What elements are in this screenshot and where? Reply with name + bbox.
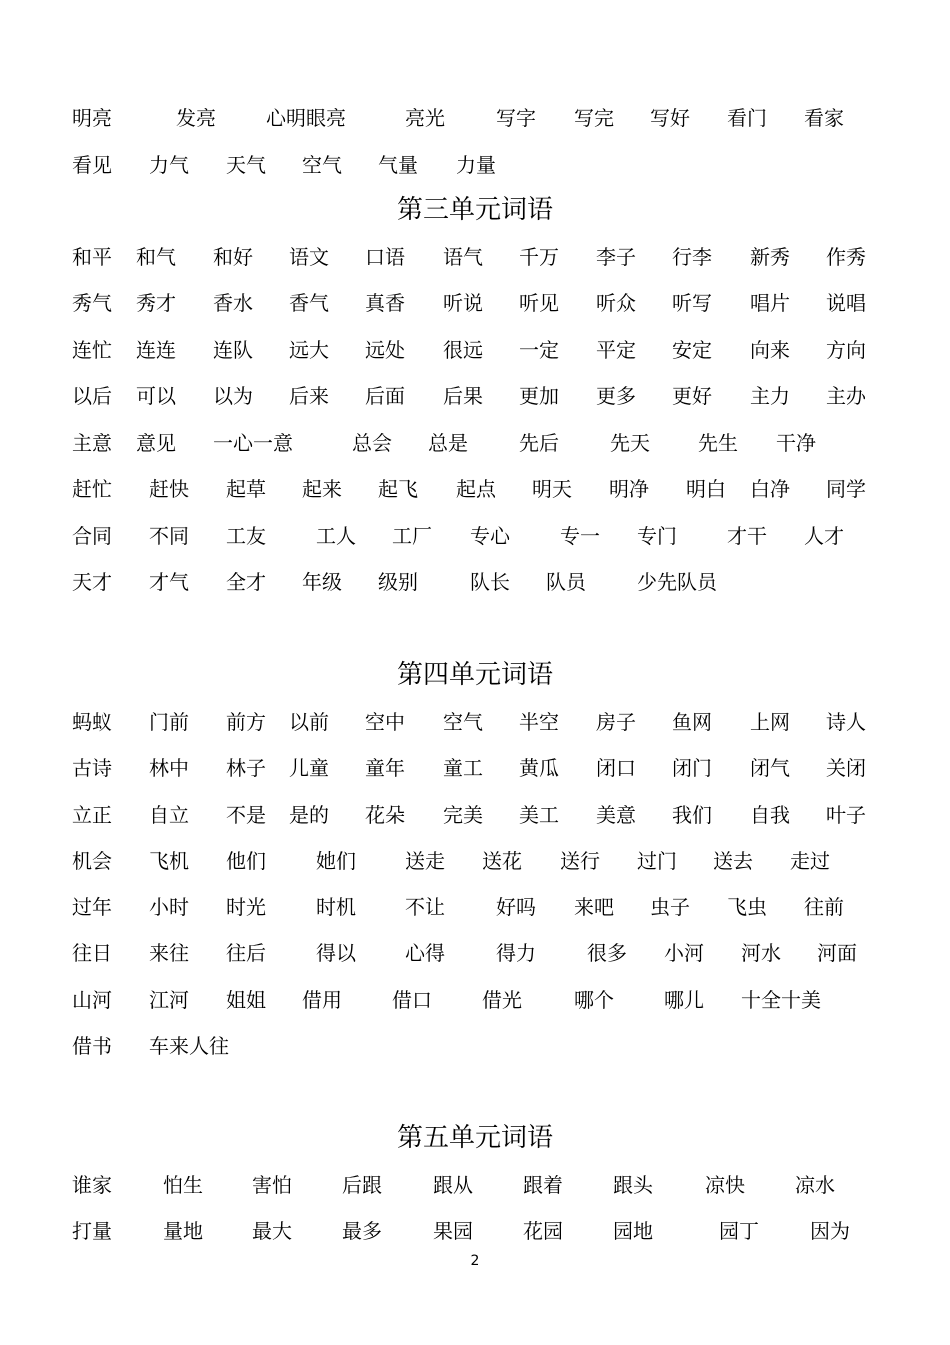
vocab-word: 级别 [378, 570, 418, 594]
vocab-word: 主办 [826, 384, 866, 408]
vocab-word: 很远 [443, 338, 483, 362]
vocab-word: 后面 [365, 384, 405, 408]
vocab-word: 发亮 [176, 106, 216, 130]
vocab-word: 闭口 [596, 756, 636, 780]
vocab-word: 更好 [672, 384, 712, 408]
vocab-word: 打量 [72, 1219, 112, 1243]
vocab-word: 园地 [613, 1219, 653, 1243]
vocab-word: 起来 [302, 477, 342, 501]
vocab-word: 听众 [596, 291, 636, 315]
vocab-word: 心得 [405, 941, 445, 965]
vocab-word: 诗人 [826, 710, 866, 734]
vocab-word: 以为 [213, 384, 253, 408]
vocab-word: 门前 [149, 710, 189, 734]
vocab-word: 不同 [149, 524, 189, 548]
vocab-word: 明亮 [72, 106, 112, 130]
vocab-word: 一心一意 [213, 431, 293, 455]
vocab-word: 借光 [482, 988, 522, 1012]
vocab-word: 更多 [596, 384, 636, 408]
vocab-word: 少先队员 [637, 570, 717, 594]
vocab-word: 同学 [826, 477, 866, 501]
vocab-word: 凉快 [705, 1173, 745, 1197]
vocab-word: 向来 [750, 338, 790, 362]
vocab-word: 明天 [532, 477, 572, 501]
vocab-word: 明白 [686, 477, 726, 501]
vocab-word: 连连 [136, 338, 176, 362]
vocab-word: 哪个 [574, 988, 614, 1012]
vocab-word: 虫子 [650, 895, 690, 919]
vocab-word: 说唱 [826, 291, 866, 315]
vocab-word: 专心 [470, 524, 510, 548]
vocab-word: 黄瓜 [519, 756, 559, 780]
vocab-word: 远处 [365, 338, 405, 362]
vocab-word: 先生 [698, 431, 738, 455]
vocab-word: 姐姐 [226, 988, 266, 1012]
vocab-word: 秀气 [72, 291, 112, 315]
vocab-word: 来吧 [574, 895, 614, 919]
vocab-word: 主力 [750, 384, 790, 408]
vocab-word: 花园 [523, 1219, 563, 1243]
vocab-word: 和气 [136, 245, 176, 269]
vocab-word: 总会 [352, 431, 392, 455]
vocab-word: 更加 [519, 384, 559, 408]
vocab-word: 听说 [443, 291, 483, 315]
vocab-word: 美意 [596, 803, 636, 827]
vocab-word: 先后 [519, 431, 559, 455]
vocab-word: 后来 [289, 384, 329, 408]
vocab-word: 作秀 [826, 245, 866, 269]
vocab-word: 他们 [226, 849, 266, 873]
vocab-word: 气量 [378, 153, 418, 177]
vocab-word: 江河 [149, 988, 189, 1012]
vocab-word: 上网 [750, 710, 790, 734]
vocab-word: 得力 [496, 941, 536, 965]
vocab-word: 心明眼亮 [266, 106, 346, 130]
vocab-word: 飞虫 [727, 895, 767, 919]
vocab-word: 起草 [226, 477, 266, 501]
vocab-word: 完美 [443, 803, 483, 827]
vocab-word: 凉水 [795, 1173, 835, 1197]
vocab-word: 车来人往 [149, 1034, 229, 1058]
vocab-word: 是的 [289, 803, 329, 827]
vocab-word: 远大 [289, 338, 329, 362]
vocab-word: 语文 [289, 245, 329, 269]
vocab-word: 才气 [149, 570, 189, 594]
vocab-word: 往前 [804, 895, 844, 919]
vocab-word: 花朵 [365, 803, 405, 827]
vocab-word: 送花 [482, 849, 522, 873]
vocab-word: 自立 [149, 803, 189, 827]
vocab-word: 林中 [149, 756, 189, 780]
vocab-word: 前方 [226, 710, 266, 734]
vocab-word: 童工 [443, 756, 483, 780]
vocab-word: 果园 [433, 1219, 473, 1243]
vocab-word: 空气 [302, 153, 342, 177]
vocab-word: 送去 [713, 849, 753, 873]
vocab-word: 送走 [405, 849, 445, 873]
vocab-word: 往后 [226, 941, 266, 965]
vocab-word: 小时 [149, 895, 189, 919]
vocab-word: 和平 [72, 245, 112, 269]
vocab-word: 河水 [741, 941, 781, 965]
vocab-word: 听写 [672, 291, 712, 315]
vocab-word: 房子 [596, 710, 636, 734]
vocab-word: 很多 [587, 941, 627, 965]
vocab-word: 亮光 [405, 106, 445, 130]
vocab-word: 跟从 [433, 1173, 473, 1197]
vocab-word: 合同 [72, 524, 112, 548]
vocab-word: 语气 [443, 245, 483, 269]
vocab-word: 和好 [213, 245, 253, 269]
vocab-word: 闭门 [672, 756, 712, 780]
vocab-word: 最大 [252, 1219, 292, 1243]
vocab-word: 山河 [72, 988, 112, 1012]
vocab-word: 空中 [365, 710, 405, 734]
vocab-word: 好吗 [496, 895, 536, 919]
vocab-word: 真香 [365, 291, 405, 315]
vocab-word: 时机 [316, 895, 356, 919]
vocab-word: 总是 [428, 431, 468, 455]
vocab-word: 借口 [392, 988, 432, 1012]
vocab-word: 空气 [443, 710, 483, 734]
vocab-word: 叶子 [826, 803, 866, 827]
vocab-word: 主意 [72, 431, 112, 455]
vocab-word: 过门 [637, 849, 677, 873]
vocab-word: 千万 [519, 245, 559, 269]
vocab-word: 来往 [149, 941, 189, 965]
vocab-word: 立正 [72, 803, 112, 827]
vocab-word: 不让 [405, 895, 445, 919]
vocab-word: 林子 [226, 756, 266, 780]
vocab-word: 写完 [574, 106, 614, 130]
vocab-word: 蚂蚁 [72, 710, 112, 734]
vocab-word: 赶快 [149, 477, 189, 501]
vocab-word: 小河 [664, 941, 704, 965]
vocab-word: 起点 [456, 477, 496, 501]
vocab-word: 半空 [519, 710, 559, 734]
vocab-word: 童年 [365, 756, 405, 780]
vocab-word: 听见 [519, 291, 559, 315]
vocab-word: 专门 [637, 524, 677, 548]
vocab-word: 明净 [609, 477, 649, 501]
vocab-word: 秀才 [136, 291, 176, 315]
vocab-word: 时光 [226, 895, 266, 919]
vocab-word: 河面 [817, 941, 857, 965]
vocab-word: 飞机 [149, 849, 189, 873]
vocab-word: 写字 [496, 106, 536, 130]
vocab-word: 人才 [804, 524, 844, 548]
vocab-word: 李子 [596, 245, 636, 269]
vocab-word: 队员 [546, 570, 586, 594]
vocab-word: 借用 [302, 988, 342, 1012]
vocab-word: 看见 [72, 153, 112, 177]
vocab-word: 安定 [672, 338, 712, 362]
vocab-word: 连队 [213, 338, 253, 362]
vocab-word: 自我 [750, 803, 790, 827]
vocab-word: 看家 [804, 106, 844, 130]
vocab-word: 儿童 [289, 756, 329, 780]
vocab-word: 天才 [72, 570, 112, 594]
vocab-word: 力气 [149, 153, 189, 177]
vocab-word: 因为 [810, 1219, 850, 1243]
unit4-title: 第四单元词语 [396, 660, 553, 690]
vocab-word: 干净 [776, 431, 816, 455]
vocab-word: 专一 [560, 524, 600, 548]
vocab-word: 意见 [136, 431, 176, 455]
vocab-word: 美工 [519, 803, 559, 827]
vocab-word: 连忙 [72, 338, 112, 362]
vocab-word: 我们 [672, 803, 712, 827]
vocab-word: 天气 [226, 153, 266, 177]
vocab-word: 一定 [519, 338, 559, 362]
vocab-word: 古诗 [72, 756, 112, 780]
vocab-word: 闭气 [750, 756, 790, 780]
vocab-word: 年级 [302, 570, 342, 594]
vocab-word: 怕生 [163, 1173, 203, 1197]
vocab-word: 以前 [289, 710, 329, 734]
vocab-word: 跟着 [523, 1173, 563, 1197]
vocab-word: 平定 [596, 338, 636, 362]
unit3-title: 第三单元词语 [396, 195, 553, 225]
vocab-word: 唱片 [750, 291, 790, 315]
vocab-word: 害怕 [252, 1173, 292, 1197]
vocab-word: 香气 [289, 291, 329, 315]
vocab-word: 鱼网 [672, 710, 712, 734]
vocab-word: 借书 [72, 1034, 112, 1058]
vocab-word: 以后 [72, 384, 112, 408]
vocab-word: 十全十美 [741, 988, 821, 1012]
vocab-word: 力量 [456, 153, 496, 177]
vocab-word: 关闭 [826, 756, 866, 780]
vocab-word: 走过 [790, 849, 830, 873]
vocab-word: 哪儿 [664, 988, 704, 1012]
vocab-word: 得以 [316, 941, 356, 965]
vocab-word: 看门 [727, 106, 767, 130]
vocab-word: 写好 [650, 106, 690, 130]
vocab-word: 才干 [727, 524, 767, 548]
vocab-word: 往日 [72, 941, 112, 965]
vocab-word: 最多 [342, 1219, 382, 1243]
vocab-word: 香水 [213, 291, 253, 315]
vocab-word: 行李 [672, 245, 712, 269]
vocab-word: 队长 [470, 570, 510, 594]
vocab-word: 园丁 [719, 1219, 759, 1243]
vocab-word: 口语 [365, 245, 405, 269]
vocab-word: 工人 [316, 524, 356, 548]
vocab-word: 送行 [560, 849, 600, 873]
vocab-word: 新秀 [750, 245, 790, 269]
vocab-word: 方向 [826, 338, 866, 362]
vocab-word: 后果 [443, 384, 483, 408]
vocab-word: 先天 [610, 431, 650, 455]
vocab-word: 不是 [226, 803, 266, 827]
vocab-word: 后跟 [342, 1173, 382, 1197]
vocab-word: 可以 [136, 384, 176, 408]
vocab-word: 机会 [72, 849, 112, 873]
vocab-word: 赶忙 [72, 477, 112, 501]
vocab-word: 工厂 [392, 524, 432, 548]
vocab-word: 全才 [226, 570, 266, 594]
page-number: 2 [470, 1253, 480, 1269]
vocab-word: 白净 [750, 477, 790, 501]
vocab-word: 过年 [72, 895, 112, 919]
vocab-word: 她们 [316, 849, 356, 873]
vocab-word: 谁家 [72, 1173, 112, 1197]
vocab-word: 跟头 [613, 1173, 653, 1197]
vocab-word: 量地 [163, 1219, 203, 1243]
unit5-title: 第五单元词语 [396, 1123, 553, 1153]
vocab-word: 起飞 [378, 477, 418, 501]
vocab-word: 工友 [226, 524, 266, 548]
